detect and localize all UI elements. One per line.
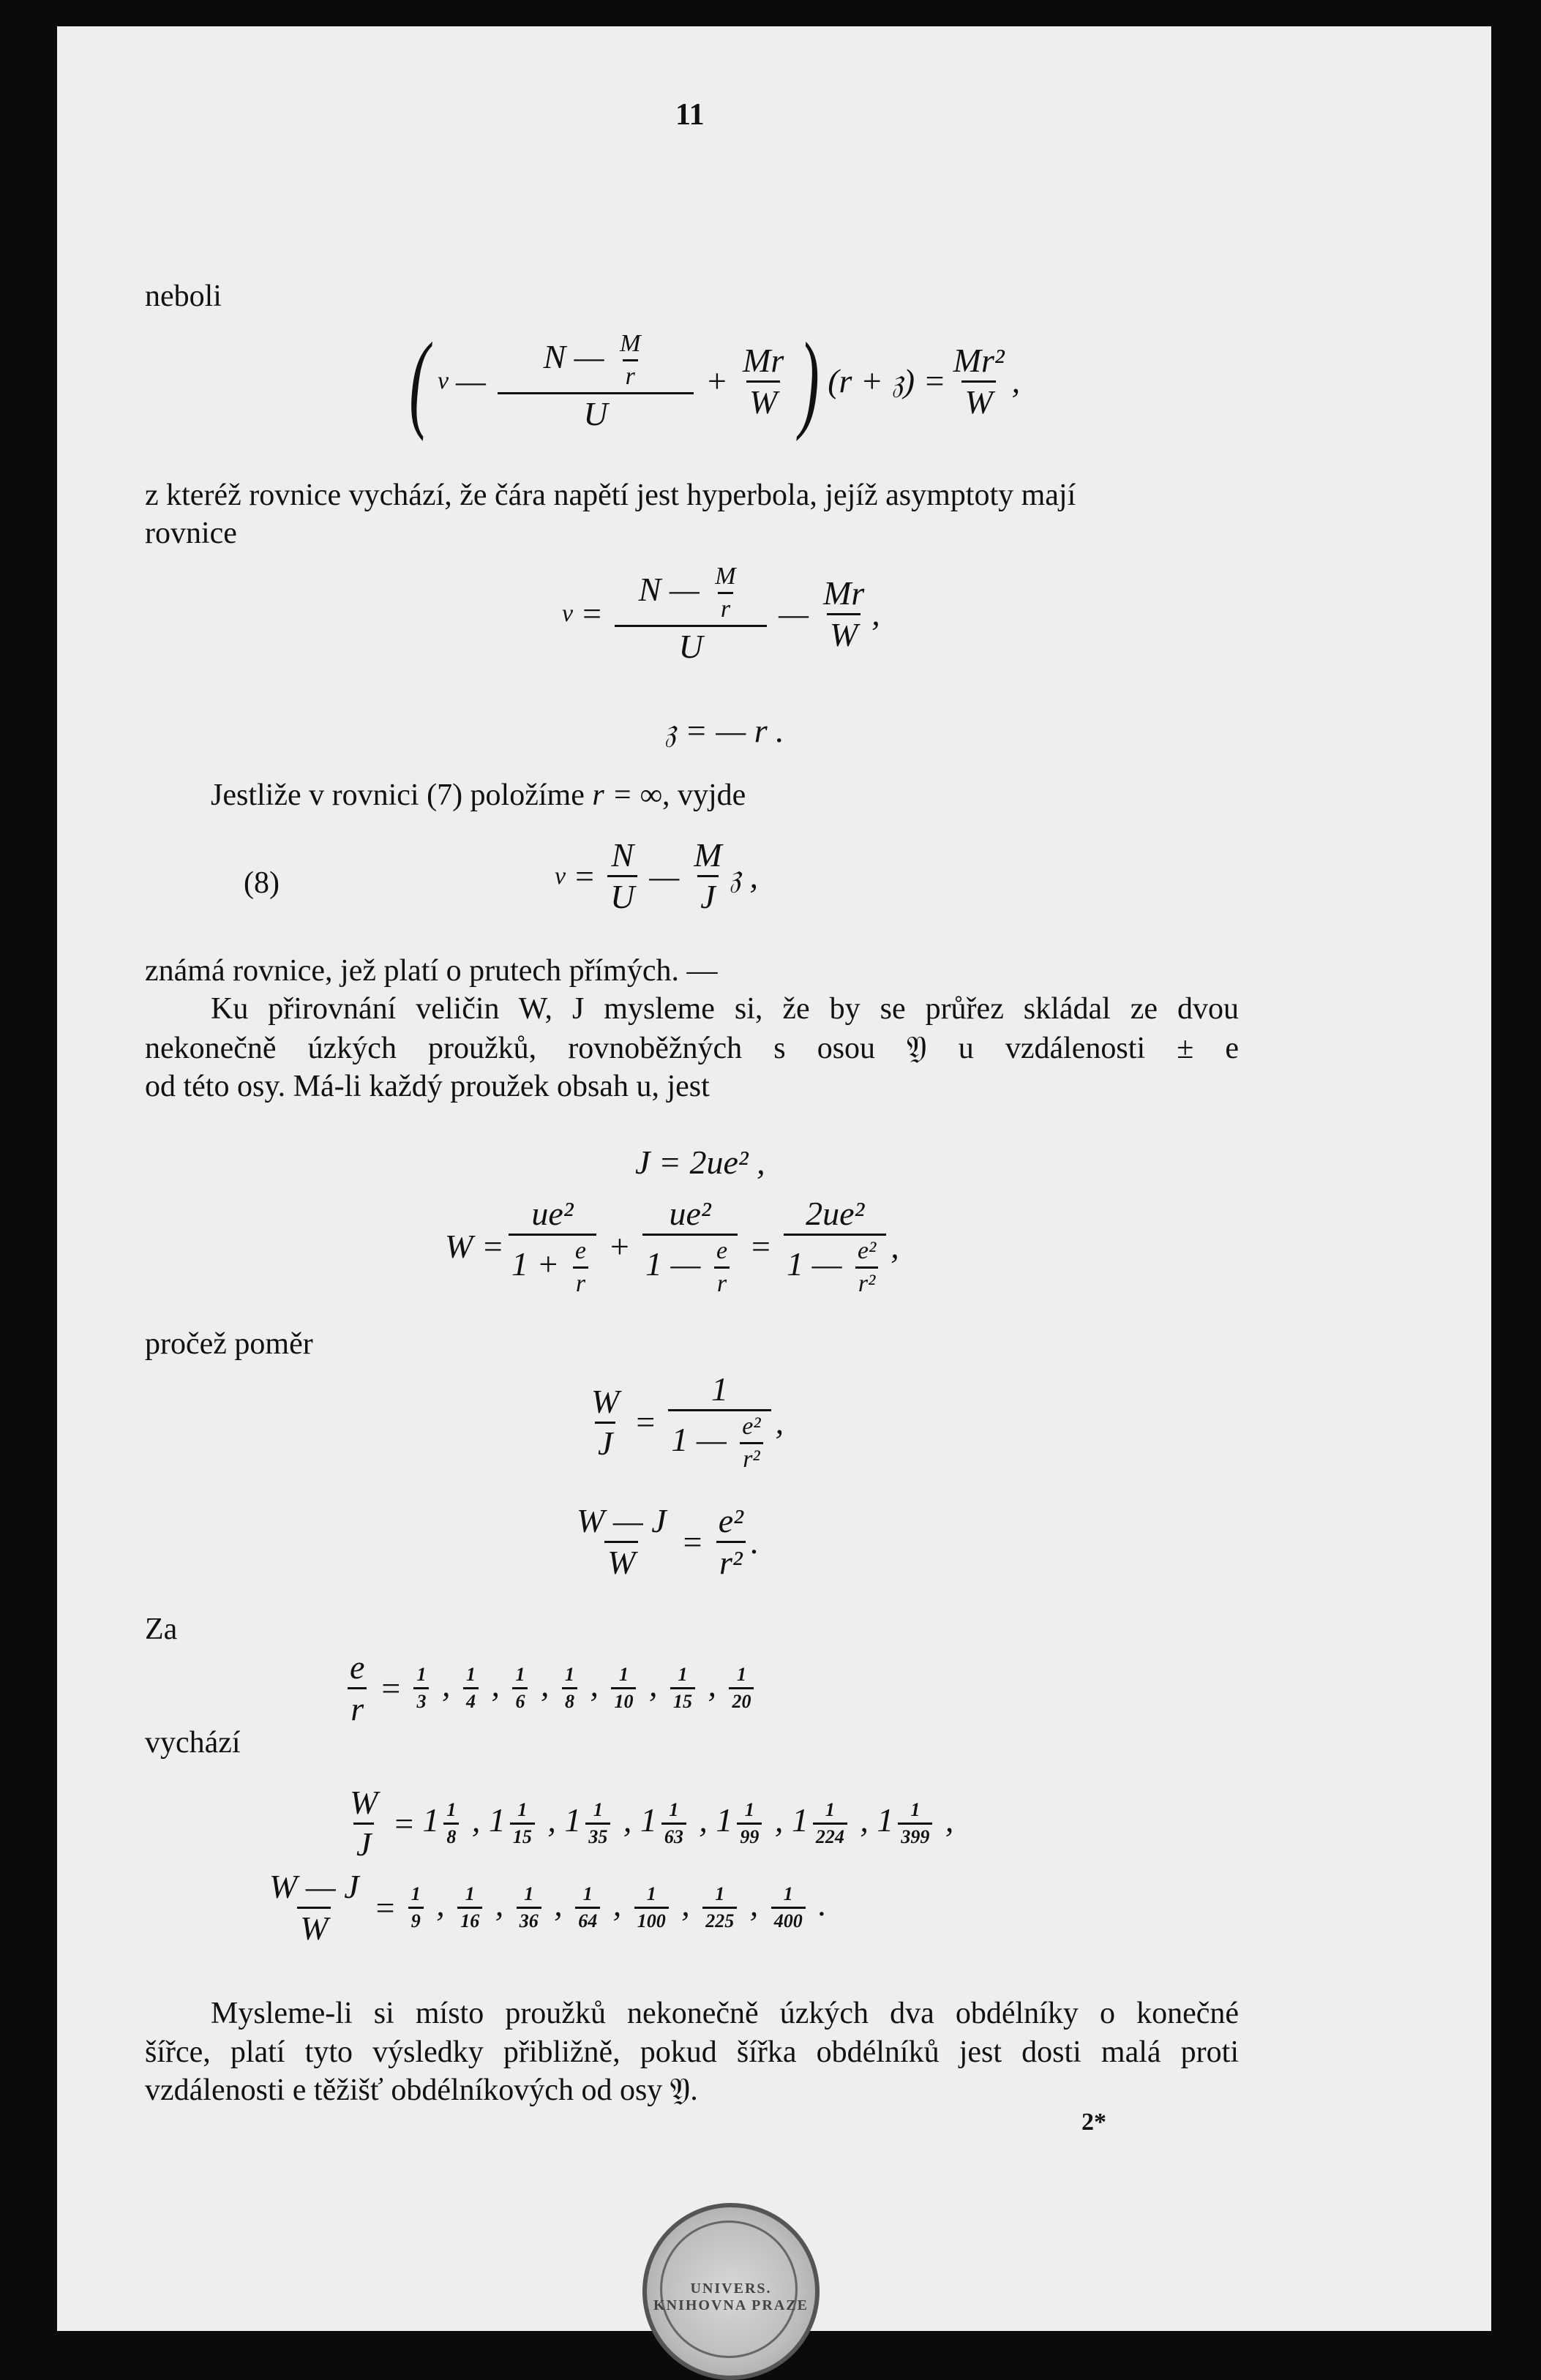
paragraph-mysl-line2: šířce, platí tyto výsledky přibližně, pokud šířka obdélníků jest dosti malá proti [145,2035,1239,2069]
paragraph-ku-line1: Ku přirovnání veličin W, J mysleme si, že by se průřez skládal ze dvou [211,992,1239,1026]
row-e-over-r: $\frac{e}{r}$ = $\frac{1}{3}$ , $\frac{1}{4}$ , $\frac{1}{6}$ , $\frac{1}{8}$ , $\frac{1}{10}$ , $\frac{1}{15}$ , $\frac{1}{20}$ [342,1651,758,1726]
equation-W-minus-J: $\frac{W — J}{W}$ = $\frac{\text{e²}}{\text{r²}}$ . [577,1502,760,1581]
jestlize-text: Jestliže v rovnici (7) položíme [211,778,585,812]
equation-asymptote-v: v = N — $\frac{M}{r}$ U — $\frac{Mr}{W}$ , [562,563,880,665]
page-number: 11 [675,98,705,132]
row-W-over-J: $\frac{W}{J}$ = 1 $\frac{1}{8}$ , 1 $\frac{1}{15}$ , 1 $\frac{1}{35}$ , 1 $\frac{1}{63}$ , 1 $\frac{1}{99}$ , 1 $\frac{1}{224}$ , 1 $\frac{1}{399}$ , [350,1784,954,1863]
right-paren: ) [799,320,820,442]
W-over-J-values: 1 $\frac{1}{8}$ , 1 $\frac{1}{15}$ , 1 $\frac{1}{35}$ , 1 $\frac{1}{63}$ , 1 $\frac{1}{99}$ , 1 $\frac{1}{224}$ , 1 $\frac{1}{399}$ , [422,1799,954,1847]
paragraph-rovnice: rovnice [145,517,237,550]
row-W-minus-J-over-W: $\frac{W — J}{W}$ = $\frac{1}{9}$ , $\frac{1}{16}$ , $\frac{1}{36}$ , $\frac{1}{64}$ , $\frac{1}{100}$ , $\frac{1}{225}$ , $\frac{1}{400}$ . [269,1868,827,1947]
paragraph-procez: pročež poměr [145,1327,313,1361]
paragraph-mysl-line3: vzdálenosti e těžišť obdélníkových od osy 𝔜. [145,2073,698,2107]
equation-asymptote-z: 𝔷 = — r . [664,712,784,749]
paragraph-za: Za [145,1613,178,1646]
equation-J: J = 2ue² , [635,1144,765,1181]
paragraph-ku-line3: od této osy. Má-li každý proužek obsah u, jest [145,1070,710,1103]
equation-8-label: (8) [244,866,280,900]
scanned-page [57,26,1491,2331]
equation-hyperbola: ( v — N — $\frac{M}{r}$ U + $\frac{Mr}{W}$ ) (r + 𝔷) = $\frac{\text{Mr²}}{W}$ , [409,320,1021,442]
signature-mark: 2* [1081,2109,1106,2136]
equation-W-over-J: $\frac{W}{J}$ = 1 1 — $\frac{\text{e²}}{\text{r²}}$ , [591,1370,784,1473]
paragraph-vychazi: vychází [145,1726,241,1760]
library-stamp [642,2203,820,2380]
paragraph-jestlize: Jestliže v rovnici (7) položíme r = ∞, vyjde [211,778,746,812]
W-minus-J-values: $\frac{1}{9}$ , $\frac{1}{16}$ , $\frac{1}{36}$ , $\frac{1}{64}$ , $\frac{1}{100}$ , $\frac{1}{225}$ , $\frac{1}{400}$ . [404,1885,827,1931]
left-paren: ( [409,320,430,442]
paragraph-ku-line2: nekonečně úzkých proužků, rovnoběžných s osou 𝔜 u vzdálenosti ± e [145,1032,1239,1065]
stamp-text: UNIVERS. KNIHOVNA PRAZE [653,2280,809,2313]
paragraph-neboli: neboli [145,279,222,313]
e-over-r-values: $\frac{1}{3}$ , $\frac{1}{4}$ , $\frac{1}{6}$ , $\frac{1}{8}$ , $\frac{1}{10}$ , $\frac{1}{15}$ , $\frac{1}{20}$ [409,1665,758,1711]
paragraph-z-ktereze: z kteréž rovnice vychází, že čára napětí jest hyperbola, jejíž asymptoty mají [145,478,1076,512]
equation-W: W = ue² 1 + $\frac{e}{r}$ + ue² 1 — $\frac{e}{r}$ = 2ue² 1 — $\frac{\text{e²}}{\text{r²}}$ , [445,1195,899,1297]
equation-8: v = $\frac{N}{U}$ — $\frac{M}{J}$ 𝔷 , [555,836,758,915]
paragraph-znama: známá rovnice, jež platí o prutech přímých. — [145,954,718,988]
paragraph-mysl-line1: Mysleme-li si místo proužků nekonečně úzkých dva obdélníky o konečné [211,1997,1239,2030]
jestlize-tail: , vyjde [662,778,746,812]
